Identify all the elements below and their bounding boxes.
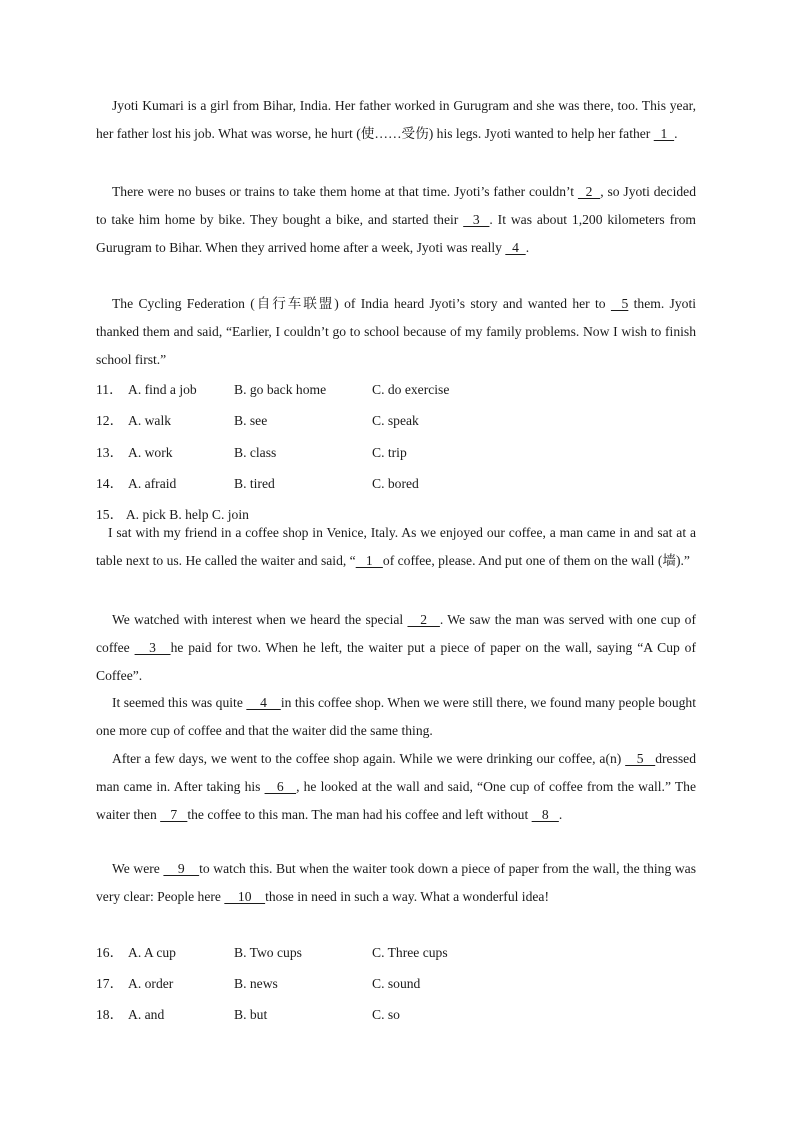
blank-5[interactable]: 5 bbox=[625, 751, 656, 766]
option-a[interactable]: A. work bbox=[128, 445, 173, 460]
text: those in need in such a way. What a wonderful idea! bbox=[265, 889, 549, 904]
text: to watch this. But when the waiter took down a piece of paper from the wall, the thing was very clear: People here bbox=[96, 861, 697, 904]
question-number: 14． bbox=[96, 476, 124, 491]
text: the coffee to this man. The man had his coffee and left without bbox=[187, 807, 532, 822]
text: , so Jyoti decided to take him home by bike. They bought a bike, and started their bbox=[96, 184, 696, 227]
option-b[interactable]: B. Two cups bbox=[234, 945, 302, 960]
blank-1[interactable]: 1 bbox=[355, 553, 383, 568]
option-a[interactable]: A. A cup bbox=[128, 945, 176, 960]
blank-2[interactable]: 2 bbox=[407, 612, 440, 627]
passage2-paragraph-5 bbox=[96, 855, 696, 911]
blank-10[interactable]: 10 bbox=[224, 889, 266, 904]
text: , he looked at the wall and said, “One cup of coffee from the wall.” The waiter then bbox=[96, 779, 696, 822]
text: in this coffee shop. When we were still there, we found many people bought one more cup of coffee and that the waiter did the same thing. bbox=[96, 695, 696, 738]
text: . bbox=[558, 807, 563, 822]
blank-7[interactable]: 7 bbox=[160, 807, 188, 822]
text: he paid for two. When he left, the waiter put a piece of paper on the wall, saying “A Cup of Coffee”. bbox=[96, 640, 697, 683]
option-b[interactable]: B. go back home bbox=[234, 382, 327, 397]
blank-5[interactable]: 5 bbox=[610, 296, 629, 311]
question-number: 12． bbox=[96, 413, 124, 428]
blank-6[interactable]: 6 bbox=[264, 779, 297, 794]
passage2-paragraph-4 bbox=[96, 745, 696, 829]
option-b[interactable]: B. tired bbox=[234, 476, 275, 491]
blank-9[interactable]: 9 bbox=[163, 861, 200, 876]
question-number: 18． bbox=[96, 1007, 124, 1022]
option-c[interactable]: C. speak bbox=[372, 413, 419, 428]
text: . It was about 1,200 kilometers from Gurugram to Bihar. When they arrived home after a week, Jyoti was really bbox=[96, 212, 697, 255]
question-number: 11． bbox=[96, 382, 123, 397]
passage2-paragraph-2 bbox=[96, 606, 696, 690]
option-c[interactable]: C. sound bbox=[372, 976, 421, 991]
text: We watched with interest when we heard the special bbox=[112, 612, 408, 627]
text: There were no buses or trains to take them home at that time. Jyoti’s father couldn’t bbox=[112, 184, 578, 199]
blank-2[interactable]: 2 bbox=[577, 184, 601, 199]
option-b[interactable]: B. but bbox=[234, 1007, 268, 1022]
text: them. Jyoti thanked them and said, “Earlier, I couldn’t go to school because of my family problems. Now I wish to finish school first.” bbox=[96, 296, 696, 367]
text: After a few days, we went to the coffee shop again. While we were drinking our coffee, a(n) bbox=[112, 751, 626, 766]
text: . bbox=[525, 240, 530, 255]
question-number: 13． bbox=[96, 445, 124, 460]
passage1-paragraph-2 bbox=[96, 178, 696, 262]
text: . We saw the man was served with one cup of coffee bbox=[96, 612, 697, 655]
text: I sat with my friend in a coffee shop in Venice, Italy. As we enjoyed our coffee, a man came in and sat at a table next to us. He called the waiter and said, “ bbox=[96, 525, 696, 568]
option-a[interactable]: A. afraid bbox=[128, 476, 177, 491]
option-b[interactable]: B. news bbox=[234, 976, 278, 991]
option-c[interactable]: C. do exercise bbox=[372, 382, 450, 397]
question-number: 16． bbox=[96, 945, 124, 960]
blank-4[interactable]: 4 bbox=[246, 695, 281, 710]
option-b[interactable]: B. see bbox=[234, 413, 268, 428]
text: The Cycling Federation (自行车联盟) of India heard Jyoti’s story and wanted her to bbox=[112, 296, 611, 311]
question-15-text[interactable]: 15． A. pick B. help C. join bbox=[96, 507, 249, 522]
option-a[interactable]: A. and bbox=[128, 1007, 165, 1022]
text: of coffee, please. And put one of them on the wall (墙).” bbox=[382, 553, 690, 568]
passage2-paragraph-1 bbox=[96, 519, 696, 575]
option-a[interactable]: A. find a job bbox=[128, 382, 197, 397]
text: Jyoti Kumari is a girl from Bihar, India. Her father worked in Gurugram and she was there, too. This year, her father lost his job. What was worse, he hurt (使……受伤) his legs. Jyoti wanted to help her father bbox=[96, 98, 696, 141]
blank-8[interactable]: 8 bbox=[531, 807, 559, 822]
blank-4[interactable]: 4 bbox=[505, 240, 526, 255]
option-a[interactable]: A. walk bbox=[128, 413, 172, 428]
blank-3[interactable]: 3 bbox=[463, 212, 490, 227]
text: It seemed this was quite bbox=[112, 695, 247, 710]
option-c[interactable]: C. Three cups bbox=[372, 945, 448, 960]
option-c[interactable]: C. trip bbox=[372, 445, 407, 460]
passage1-paragraph-3 bbox=[96, 290, 696, 374]
option-c[interactable]: C. so bbox=[372, 1007, 400, 1022]
option-c[interactable]: C. bored bbox=[372, 476, 419, 491]
question-number: 17． bbox=[96, 976, 124, 991]
text: We were bbox=[112, 861, 164, 876]
text: dressed man came in. After taking his bbox=[96, 751, 696, 794]
option-a[interactable]: A. order bbox=[128, 976, 174, 991]
blank-1[interactable]: 1 bbox=[653, 126, 675, 141]
option-b[interactable]: B. class bbox=[234, 445, 277, 460]
passage1-paragraph-1 bbox=[96, 92, 696, 148]
passage2-paragraph-3 bbox=[96, 689, 696, 745]
text: . bbox=[674, 126, 678, 141]
blank-3[interactable]: 3 bbox=[134, 640, 171, 655]
